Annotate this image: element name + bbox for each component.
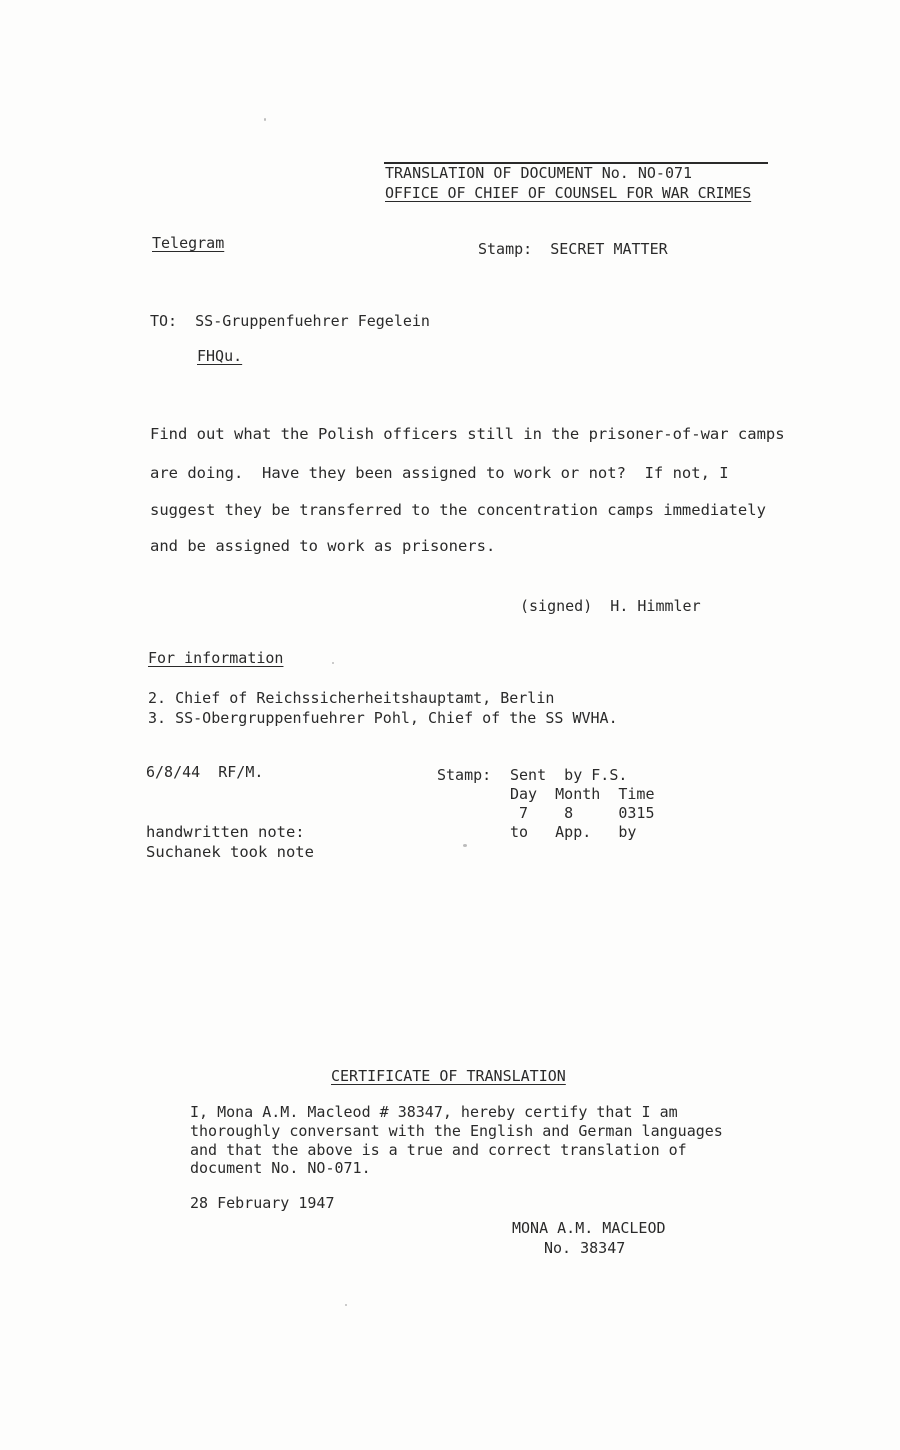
for-information-label: For information <box>148 649 284 667</box>
header-line-2: OFFICE OF CHIEF OF COUNSEL FOR WAR CRIMES <box>385 184 752 202</box>
info-item-2: 2. Chief of Reichssicherheitshauptamt, Berlin <box>148 689 555 707</box>
certificate-title: CERTIFICATE OF TRANSLATION <box>331 1067 566 1085</box>
header-line-1: TRANSLATION OF DOCUMENT No. NO-071 <box>385 164 693 182</box>
body-line-4: and be assigned to work as prisoners. <box>150 537 496 555</box>
certificate-date: 28 February 1947 <box>190 1194 335 1212</box>
body-line-3: suggest they be transferred to the concentration camps immediately <box>150 501 766 519</box>
certificate-line-1: I, Mona A.M. Macleod # 38347, hereby certify that I am <box>190 1103 678 1121</box>
sent-stamp-row-2: Day Month Time <box>510 785 655 803</box>
telegram-label: Telegram <box>152 234 225 252</box>
certificate-signer-name: MONA A.M. MACLEOD <box>512 1219 666 1237</box>
body-line-2: are doing. Have they been assigned to work or not? If not, I <box>150 464 729 482</box>
sent-stamp-row-3: 7 8 0315 <box>510 804 655 822</box>
to-line: TO: SS-Gruppenfuehrer Fegelein <box>150 312 430 330</box>
certificate-signer-number: No. 38347 <box>544 1239 626 1257</box>
sent-stamp-row-4: to App. by <box>510 823 637 841</box>
ink-dot <box>463 844 467 847</box>
certificate-line-2: thoroughly conversant with the English and German languages <box>190 1122 723 1140</box>
scan-speck <box>332 662 334 664</box>
date-reference: 6/8/44 RF/M. <box>146 763 264 781</box>
info-item-3: 3. SS-Obergruppenfuehrer Pohl, Chief of the SS WVHA. <box>148 709 618 727</box>
stamp-secret-matter: Stamp: SECRET MATTER <box>478 240 668 258</box>
handwritten-note-line-1: handwritten note: <box>146 823 305 841</box>
certificate-line-3: and that the above is a true and correct translation of <box>190 1141 687 1159</box>
sent-stamp-label: Stamp: <box>437 766 492 784</box>
signature: (signed) H. Himmler <box>520 597 701 615</box>
scan-speck <box>264 118 266 121</box>
sent-stamp-row-1: Sent by F.S. <box>510 766 628 784</box>
certificate-line-4: document No. NO-071. <box>190 1159 371 1177</box>
to-location: FHQu. <box>197 347 243 365</box>
handwritten-note-line-2: Suchanek took note <box>146 843 314 861</box>
body-line-1: Find out what the Polish officers still in the prisoner-of-war camps <box>150 425 785 443</box>
scan-speck <box>345 1304 347 1306</box>
